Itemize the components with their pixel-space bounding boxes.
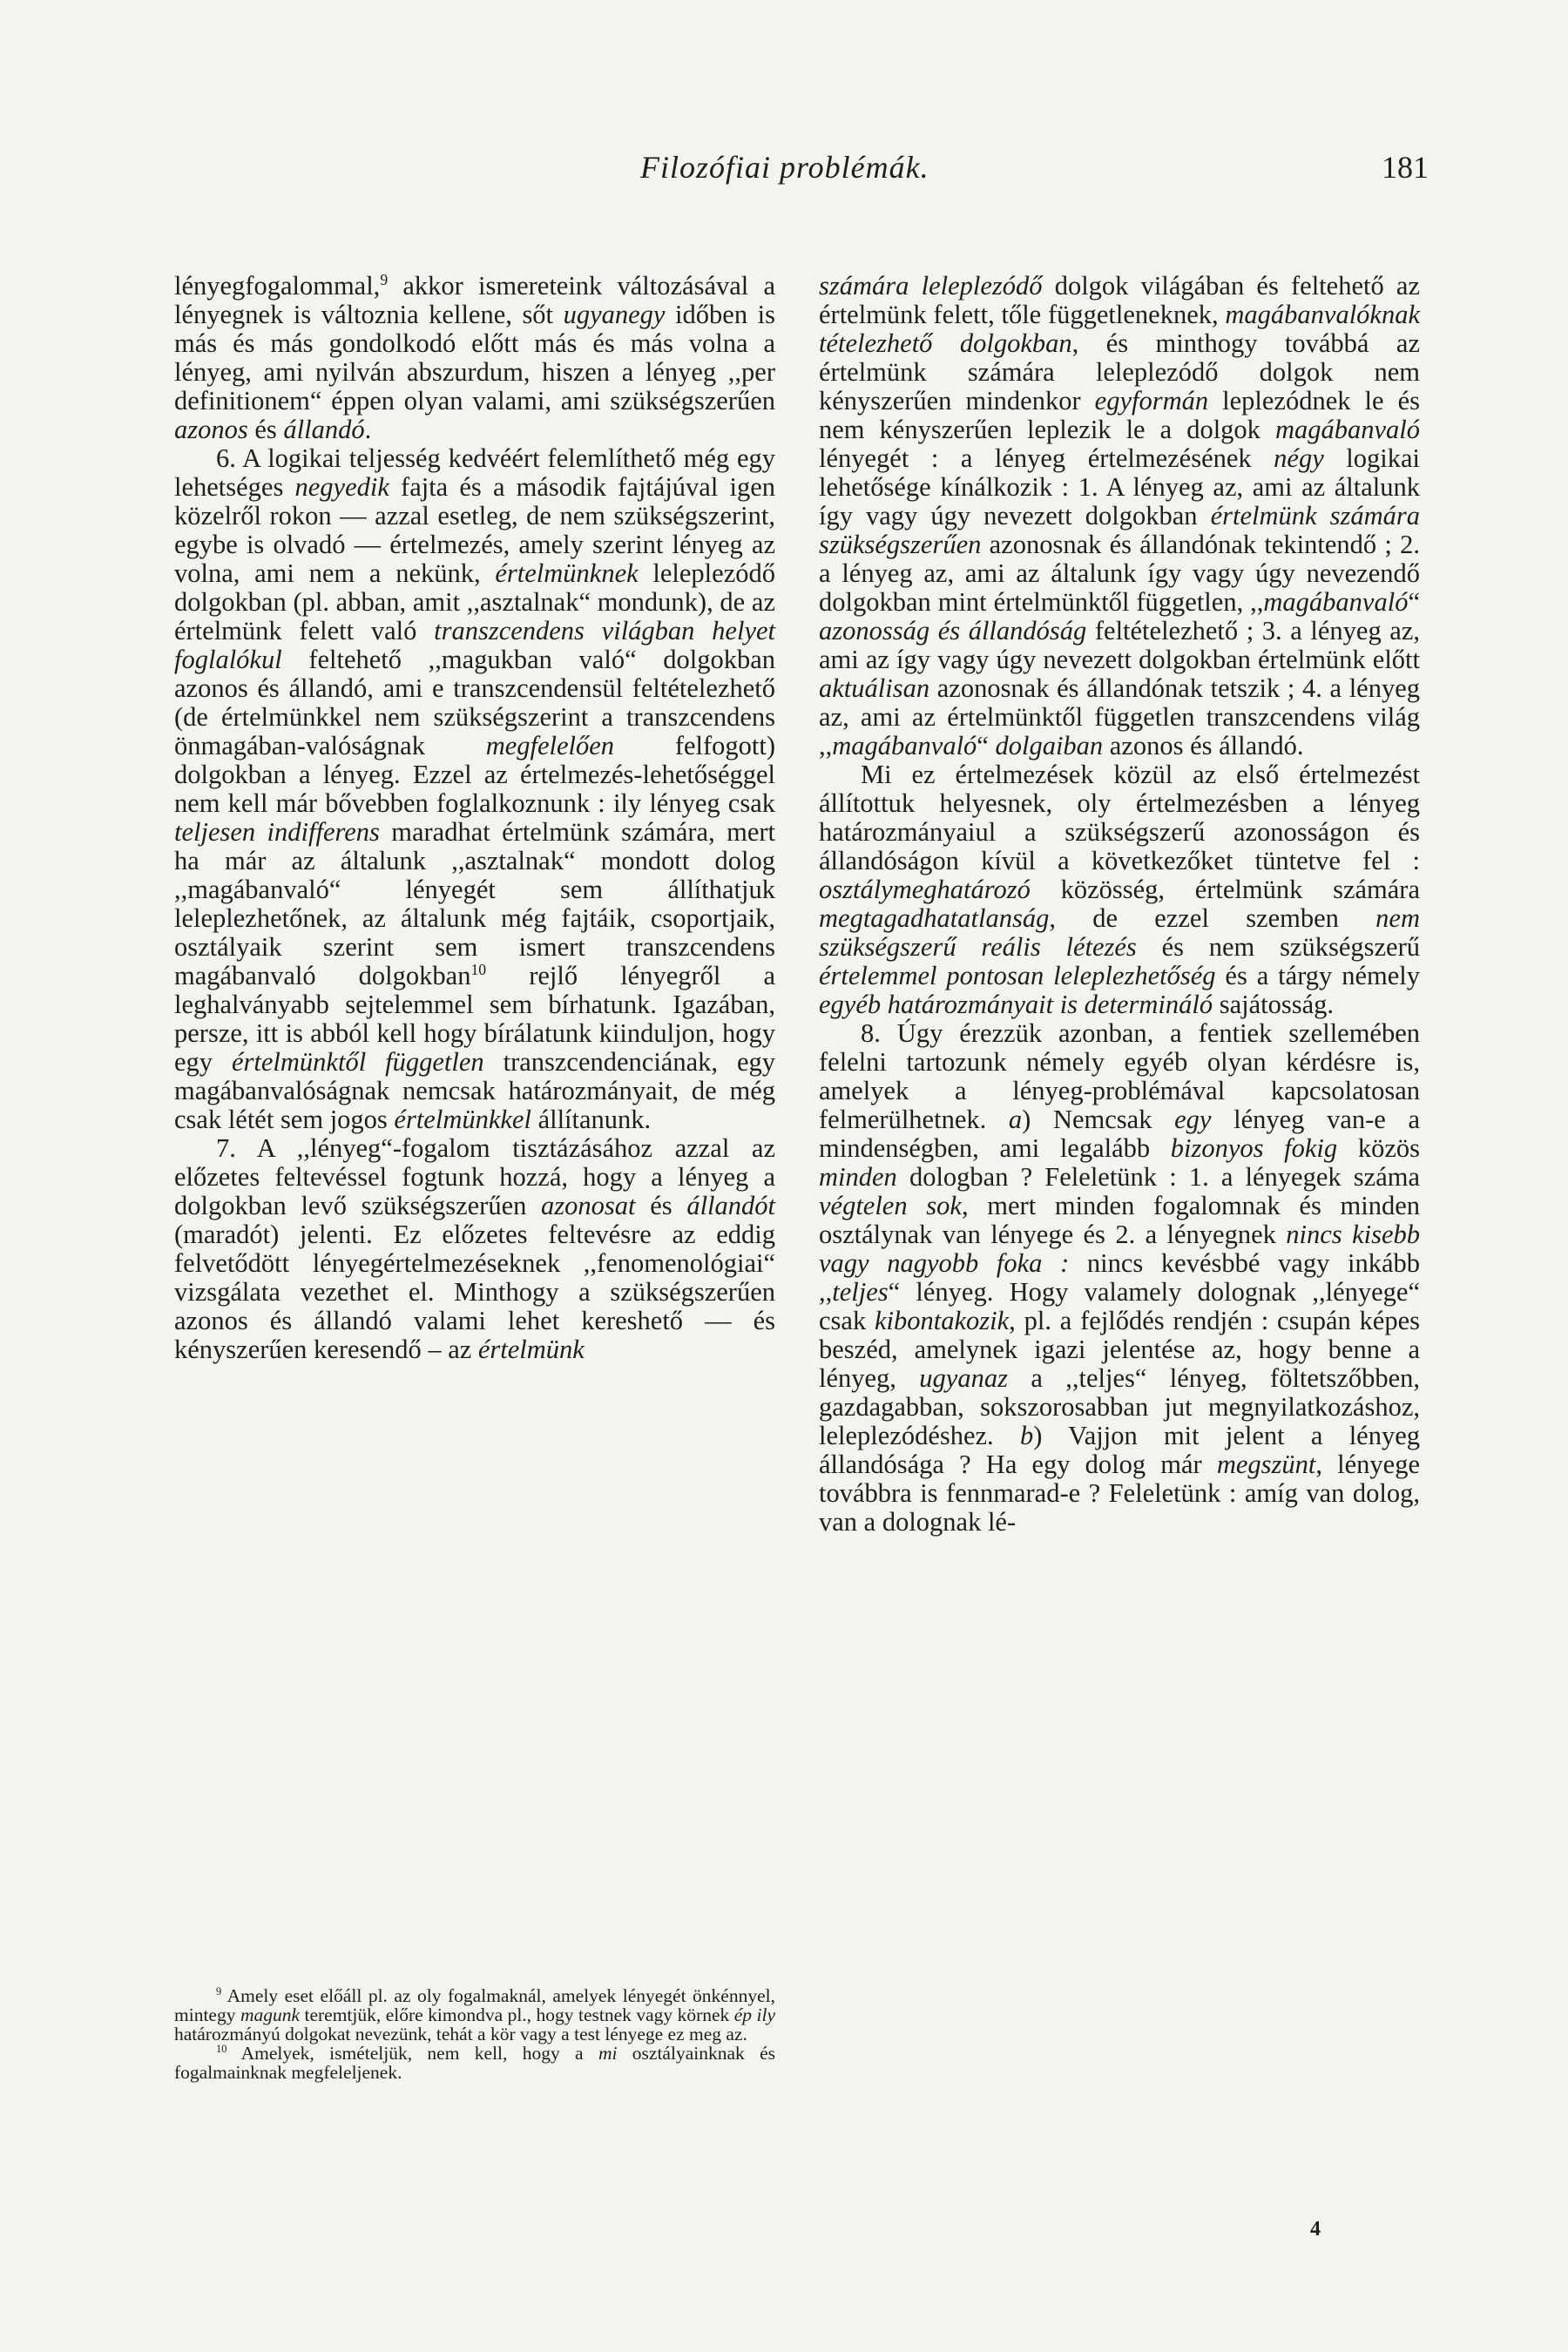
running-title: Filozófiai problémák. xyxy=(640,150,929,185)
footnote-ref-10: 10 xyxy=(470,960,487,978)
paragraph-interpretations: Mi ez értelmezések közül az első értelmezést állítottuk helyesnek, oly értelmezésben a lényeg határozmányaiul a szükségszerű azonosságon és állandóságon kívül a következőket tüntetve fel : osztálymeghatározó közösség, értelmünk számára megtagadhatatlanság, de ezzel szemben nem szükségszerű reális létezés és nem szükségszerű értelemmel pontosan leleplezhetőség és a tárgy némely egyéb határozmányait is determináló sajátosság. xyxy=(819,760,1420,1019)
page-number: 181 xyxy=(1382,150,1429,185)
paragraph-continuation: lényegfogalommal,$^9$ akkor ismereteink változásával a lényegnek is változnia kellene, sőt ugyanegy időben is más és más gondolkodó előtt más és más volna a lényeg, ami nyilván abszurdum, hiszen a lényeg ,,per definitionem“ éppen olyan valami, ami szükségszerűen azonos és állandó. xyxy=(174,270,775,444)
footnote-ref-9: 9 xyxy=(380,270,389,288)
footnote-9: $^9$ Amely eset előáll pl. az oly fogalmaknál, amelyek lényegét önkénnyel, mintegy magunk teremtjük, előre kimondva pl., hogy testnek vagy körnek ép ily határozmányú dolgokat nevezünk, tehát a kör vagy a test lényege ez meg az. xyxy=(174,1984,775,2044)
paragraph-6: 6. A logikai teljesség kedvéért felemlíthető még egy lehetséges negyedik fajta és a második fajtájúval igen közelről rokon — azzal esetleg, de nem szükségszerint, egybe is olvadó — értelmezés, amely szerint lényeg az volna, ami nem a nekünk, értelmünknek leleplezódő dolgokban (pl. abban, amit ,,asztalnak“ mondunk), de az értelmünk felett való transzcendens világban helyet foglalókul feltehető ,,magukban való“ dolgokban azonos és állandó, ami e transzcendensül feltételezhető (de értelmünkkel nem szükségszerint a transzcendens önmagában-valóságnak megfelelően felfogott) dolgokban a lényeg. Ezzel az értelmezés-lehetőséggel nem kell már bővebben foglalkoznunk : ily lényeg csak teljesen indifferens maradhat értelmünk számára, mert ha már az általunk ,,asztalnak“ mondott dolog ,,magábanvaló“ lényegét sem állíthatjuk leleplezhetőnek, az általunk még fajtáik, csoportjaik, osztályaik szerint sem ismert transzcendens magábanvaló dolgokban$^{10}$ rejlő lényegről a leghalványabb sejtelemmel sem bírhatunk. Igazában, persze, itt is abból kell hogy bírálatunk kiindulјon, hogy egy értelmünktől független transzcendenciának, egy magábanvalóságnak nemcsak határozmányait, de még csak létét sem jogos értelmünkkel állítanunk. xyxy=(174,443,776,1134)
paragraph-continuation-right: számára leleplezódő dolgok világában és feltehető az értelmünk felett, tőle függetleneknek, magábanvalóknak tételezhető dolgokban, és minthogy továbbá az értelmünk számára leleplezódő dolgok nem kényszerűen mindenkor egyformán leplezódnek le és nem kényszerűen leplezik le a dolgok magábanvaló lényegét : a lényeg értelmezésének négy logikai lehetősége kínálkozik : 1. A lényeg az, ami az általunk így vagy úgy nevezett dolgokban értelmünk számára szükségszerűen azonosnak és állandónak tekintendő ; 2. a lényeg az, ami az általunk így vagy úgy nevezendő dolgokban mint értelmünktől független, ,,magábanvaló“ azonosság és állandóság feltételezhető ; 3. a lényeg az, ami az így vagy úgy nevezett dolgokban értelmünk előtt aktuálisan azonosnak és állandónak tetszik ; 4. a lényeg az, ami az értelmünktől független transzcendens világ ,,magábanvaló“ dolgaiban azonos és állandó. xyxy=(819,271,1420,760)
footnote-10: $^{10}$ Amelyek, ismételjük, nem kell, hogy a mi osztályainknak és fogalmainknak megfeleljenek. xyxy=(174,2042,775,2083)
footnotes xyxy=(174,1986,775,2082)
running-head xyxy=(174,146,1429,188)
paragraph-8: 8. Úgy érezzük azonban, a fentiek szellemében felelni tartozunk némely egyéb olyan kérdésre is, amelyek a lényeg-problémával kapcsolatosan felmerülhetnek. a) Nemcsak egy lényeg van-e a mindenségben, ami legalább bizonyos fokig közös minden dologban ? Feleletünk : 1. a lényegek száma végtelen sok, mert minden fogalomnak és minden osztálynak van lényege és 2. a lényegnek nincs kisebb vagy nagyobb foka : nincs kevésbbé vagy inkább ,,teljes“ lényeg. Hogy valamely dolognak ,,lényege“ csak kibontakozik, pl. a fejlődés rendjén : csupán képes beszéd, amelynek igazi jelentése az, hogy benne a lényeg, ugyanaz a ,,teljes“ lényeg, föltetszőbben, gazdagabban, sokszorosabban jut megnyilatkozáshoz, leleplezódéshez. b) Vajjon mit jelent a lényeg állandósága ? Ha egy dolog már megszünt, lényege továbbra is fennmarad-e ? Feleletünk : amíg van dolog, van a dolognak lé- xyxy=(819,1018,1421,1537)
left-column xyxy=(174,272,775,1364)
signature-mark: 4 xyxy=(1310,2218,1321,2240)
right-column xyxy=(819,272,1420,1537)
paragraph-7: 7. A ,,lényeg“-fogalom tisztázásához azzal az előzetes feltevéssel fogtunk hozzá, hogy a lényeg a dolgokban levő szükségszerűen azonosat és állandót (maradót) jelenti. Ez előzetes feltevésre az eddig felvetődött lényegértelmezéseknek ,,fenomenológiai“ vizsgálata vezethet el. Minthogy a szükségszerűen azonos és állandó valami lehet kereshető — és kényszerűen keresendő – az értelmünk xyxy=(174,1133,775,1364)
